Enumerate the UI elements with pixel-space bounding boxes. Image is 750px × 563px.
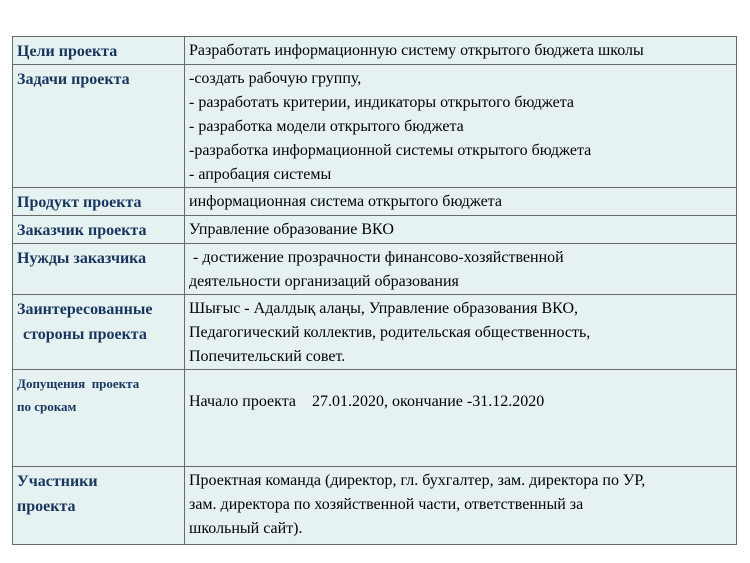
value-cell <box>185 65 737 188</box>
label-line: проекта <box>17 498 76 515</box>
table-row <box>13 295 737 370</box>
label-cell <box>13 467 185 545</box>
value-line: - разработать критерии, индикаторы открытого бюджета <box>189 94 574 111</box>
table-row <box>13 244 737 295</box>
label-cell: Заказчик проекта <box>13 216 185 244</box>
value-line: - достижение прозрачности финансово-хозяйственной <box>189 249 564 266</box>
value-line: зам. директора по хозяйственной части, ответственный за <box>189 496 584 513</box>
table-row <box>13 188 737 216</box>
value-cell <box>185 188 737 216</box>
table-row <box>13 37 737 65</box>
value-line: Шығыс - Адалдық алаңы, Управление образования ВКО, <box>189 300 578 317</box>
value-line: Педагогический коллектив, родительская общественность, <box>189 324 591 341</box>
value-cell <box>185 216 737 244</box>
label-line: Допущения проекта <box>17 376 140 391</box>
label-line: стороны проекта <box>23 326 147 343</box>
value-cell <box>185 467 737 545</box>
value-line: Попечительский совет. <box>189 348 346 365</box>
value-line: -разработка информационной системы открытого бюджета <box>189 142 592 159</box>
value-line: информационная система открытого бюджета <box>189 193 502 210</box>
table-row <box>13 370 737 467</box>
label-cell: Задачи проекта <box>13 65 185 188</box>
value-line: Управление образование ВКО <box>189 221 394 238</box>
project-table <box>12 36 737 545</box>
table-row <box>13 467 737 545</box>
value-cell <box>185 244 737 295</box>
value-line: школьный сайт). <box>189 520 303 537</box>
label-cell: Цели проекта <box>13 37 185 65</box>
value-line: - апробация системы <box>189 166 332 183</box>
label-line: Заинтересованные <box>17 301 153 318</box>
value-cell <box>185 295 737 370</box>
label-line: Участники <box>17 473 98 490</box>
label-cell <box>13 295 185 370</box>
value-cell <box>185 370 737 467</box>
table-row <box>13 65 737 188</box>
value-line: Начало проекта 27.01.2020, окончание -31.12.2020 <box>189 393 545 410</box>
value-cell <box>185 37 737 65</box>
value-line: деятельности организаций образования <box>189 273 459 290</box>
label-cell: Нужды заказчика <box>13 244 185 295</box>
label-cell: Продукт проекта <box>13 188 185 216</box>
table-row <box>13 216 737 244</box>
value-line: - разработка модели открытого бюджета <box>189 118 464 135</box>
value-line: Разработать информационную систему открытого бюджета школы <box>189 42 644 59</box>
value-line: Проектная команда (директор, гл. бухгалтер, зам. директора по УР, <box>189 472 646 489</box>
label-line: по срокам <box>17 399 77 414</box>
label-cell <box>13 370 185 467</box>
value-line: -создать рабочую группу, <box>189 70 362 87</box>
